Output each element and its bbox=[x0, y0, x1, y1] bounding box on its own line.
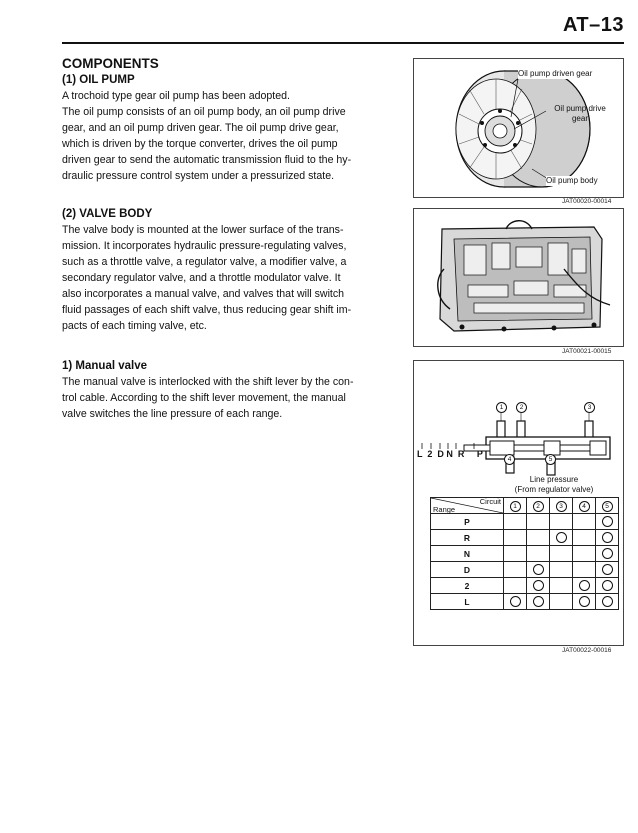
connected-mark bbox=[556, 532, 567, 543]
connected-mark bbox=[510, 596, 521, 607]
text-line: The manual valve is interlocked with the shift lever by the con- bbox=[62, 376, 354, 388]
connected-mark bbox=[602, 516, 613, 527]
corner-circuit: Circuit bbox=[479, 497, 501, 506]
pump-body-label: Oil pump body bbox=[546, 176, 598, 185]
page-number: AT–13 bbox=[562, 14, 624, 36]
table-cell bbox=[550, 546, 573, 562]
circuit-number: 5 bbox=[602, 501, 613, 512]
text-line: driven gear to send the automatic transmission fluid to the hy- bbox=[62, 154, 352, 166]
components-title: COMPONENTS bbox=[62, 56, 159, 71]
connected-mark bbox=[533, 580, 544, 591]
circuit-header bbox=[504, 498, 527, 514]
circuit-number: 3 bbox=[556, 501, 567, 512]
table-cell bbox=[573, 578, 596, 594]
table-row bbox=[431, 546, 619, 562]
table-cell bbox=[573, 562, 596, 578]
table-cell bbox=[573, 530, 596, 546]
table-corner-cell bbox=[431, 498, 504, 514]
circuit-header bbox=[596, 498, 619, 514]
range-label: 2 bbox=[431, 578, 504, 594]
table-cell bbox=[573, 594, 596, 610]
oil-pump-paragraph bbox=[62, 88, 392, 184]
table-cell bbox=[527, 530, 550, 546]
range-label: R bbox=[431, 530, 504, 546]
figure-code: JAT00022-00016 bbox=[562, 647, 612, 654]
oil-pump-figure bbox=[413, 58, 624, 198]
table-cell bbox=[550, 530, 573, 546]
connected-mark bbox=[602, 580, 613, 591]
range-scale: L 2 D N R P bbox=[417, 449, 483, 459]
table-row bbox=[431, 594, 619, 610]
label-line: (From regulator valve) bbox=[514, 485, 594, 494]
label-line: gear bbox=[571, 114, 588, 123]
line-pressure-label bbox=[484, 475, 624, 495]
connected-mark bbox=[533, 564, 544, 575]
label-line: Oil pump drive bbox=[554, 104, 606, 113]
figure-code: JAT00021-00015 bbox=[562, 348, 612, 355]
table-cell bbox=[527, 514, 550, 530]
text-line: The valve body is mounted at the lower surface of the trans- bbox=[62, 224, 344, 236]
valve-body-illustration bbox=[414, 209, 623, 346]
figure-code: JAT00020-00014 bbox=[562, 198, 612, 205]
manual-valve-paragraph bbox=[62, 374, 392, 422]
valve-body-paragraph bbox=[62, 222, 392, 334]
manual-valve-diagram bbox=[414, 361, 623, 481]
table-cell bbox=[550, 578, 573, 594]
table-cell bbox=[504, 546, 527, 562]
table-cell bbox=[504, 594, 527, 610]
connected-mark bbox=[602, 564, 613, 575]
circuit-number: 1 bbox=[510, 501, 521, 512]
manual-valve-heading: 1) Manual valve bbox=[62, 360, 148, 372]
text-line: also incorporates a manual valve, and valves that will switch bbox=[62, 288, 345, 300]
connected-mark bbox=[579, 580, 590, 591]
table-cell bbox=[550, 594, 573, 610]
circuit-mark: 3 bbox=[584, 402, 595, 413]
range-rows bbox=[431, 514, 619, 610]
text-line: A trochoid type gear oil pump has been adopted. bbox=[62, 90, 290, 102]
text-line: such as a throttle valve, a regulator valve, a modifier valve, a bbox=[62, 256, 347, 268]
table-cell bbox=[596, 546, 619, 562]
connected-mark bbox=[602, 596, 613, 607]
connected-mark bbox=[602, 532, 613, 543]
range-label: L bbox=[431, 594, 504, 610]
text-line: gear, and an oil pump driven gear. The oil pump drive gear, bbox=[62, 122, 339, 134]
valve-body-figure bbox=[413, 208, 624, 347]
header-rule bbox=[62, 42, 624, 44]
connected-mark bbox=[602, 548, 613, 559]
table-cell bbox=[573, 514, 596, 530]
table-cell bbox=[596, 594, 619, 610]
text-line: which is driven by the torque converter, drives the oil pump bbox=[62, 138, 338, 150]
table-cell bbox=[596, 578, 619, 594]
table-row bbox=[431, 562, 619, 578]
text-line: pacts of each timing valve, etc. bbox=[62, 320, 207, 332]
table-cell bbox=[550, 514, 573, 530]
corner-range: Range bbox=[433, 505, 456, 514]
table-row bbox=[431, 514, 619, 530]
circuit-mark: 4 bbox=[504, 454, 515, 465]
table-cell bbox=[527, 594, 550, 610]
table-cell bbox=[596, 562, 619, 578]
table-cell bbox=[504, 578, 527, 594]
circuit-number: 4 bbox=[579, 501, 590, 512]
valve-body-heading: (2) VALVE BODY bbox=[62, 208, 153, 220]
text-line: draulic pressure control system under a pressurized state. bbox=[62, 170, 335, 182]
range-label: D bbox=[431, 562, 504, 578]
connected-mark bbox=[533, 596, 544, 607]
text-line: mission. It incorporates hydraulic pressure-regulating valves, bbox=[62, 240, 347, 252]
text-line: fluid passages of each shift valve, thus reducing gear shift im- bbox=[62, 304, 352, 316]
circuit-header bbox=[527, 498, 550, 514]
text-line: The oil pump consists of an oil pump body, an oil pump drive bbox=[62, 106, 346, 118]
oil-pump-heading: (1) OIL PUMP bbox=[62, 74, 135, 86]
table-cell bbox=[596, 530, 619, 546]
range-circuit-table bbox=[430, 497, 619, 610]
table-cell bbox=[550, 562, 573, 578]
manual-valve-figure bbox=[413, 360, 624, 646]
drive-gear-label bbox=[542, 104, 618, 124]
table-cell bbox=[573, 546, 596, 562]
table-cell bbox=[527, 578, 550, 594]
table-cell bbox=[527, 546, 550, 562]
text-line: trol cable. According to the shift lever movement, the manual bbox=[62, 392, 346, 404]
table-cell bbox=[504, 530, 527, 546]
label-line: Line pressure bbox=[529, 475, 579, 484]
range-label: N bbox=[431, 546, 504, 562]
circuit-number: 2 bbox=[533, 501, 544, 512]
circuit-header bbox=[550, 498, 573, 514]
table-row bbox=[431, 530, 619, 546]
circuit-mark: 1 bbox=[496, 402, 507, 413]
table-cell bbox=[527, 562, 550, 578]
table-cell bbox=[596, 514, 619, 530]
connected-mark bbox=[579, 596, 590, 607]
table-header-row bbox=[431, 498, 619, 514]
text-line: valve switches the line pressure of each range. bbox=[62, 408, 283, 420]
circuit-mark: 2 bbox=[516, 402, 527, 413]
text-line: secondary regulator valve, and a throttle modulator valve. It bbox=[62, 272, 341, 284]
table-cell bbox=[504, 562, 527, 578]
circuit-mark: 5 bbox=[545, 454, 556, 465]
range-label: P bbox=[431, 514, 504, 530]
driven-gear-label: Oil pump driven gear bbox=[518, 69, 593, 78]
circuit-header bbox=[573, 498, 596, 514]
table-row bbox=[431, 578, 619, 594]
corner-diagonal bbox=[431, 498, 503, 513]
table-cell bbox=[504, 514, 527, 530]
